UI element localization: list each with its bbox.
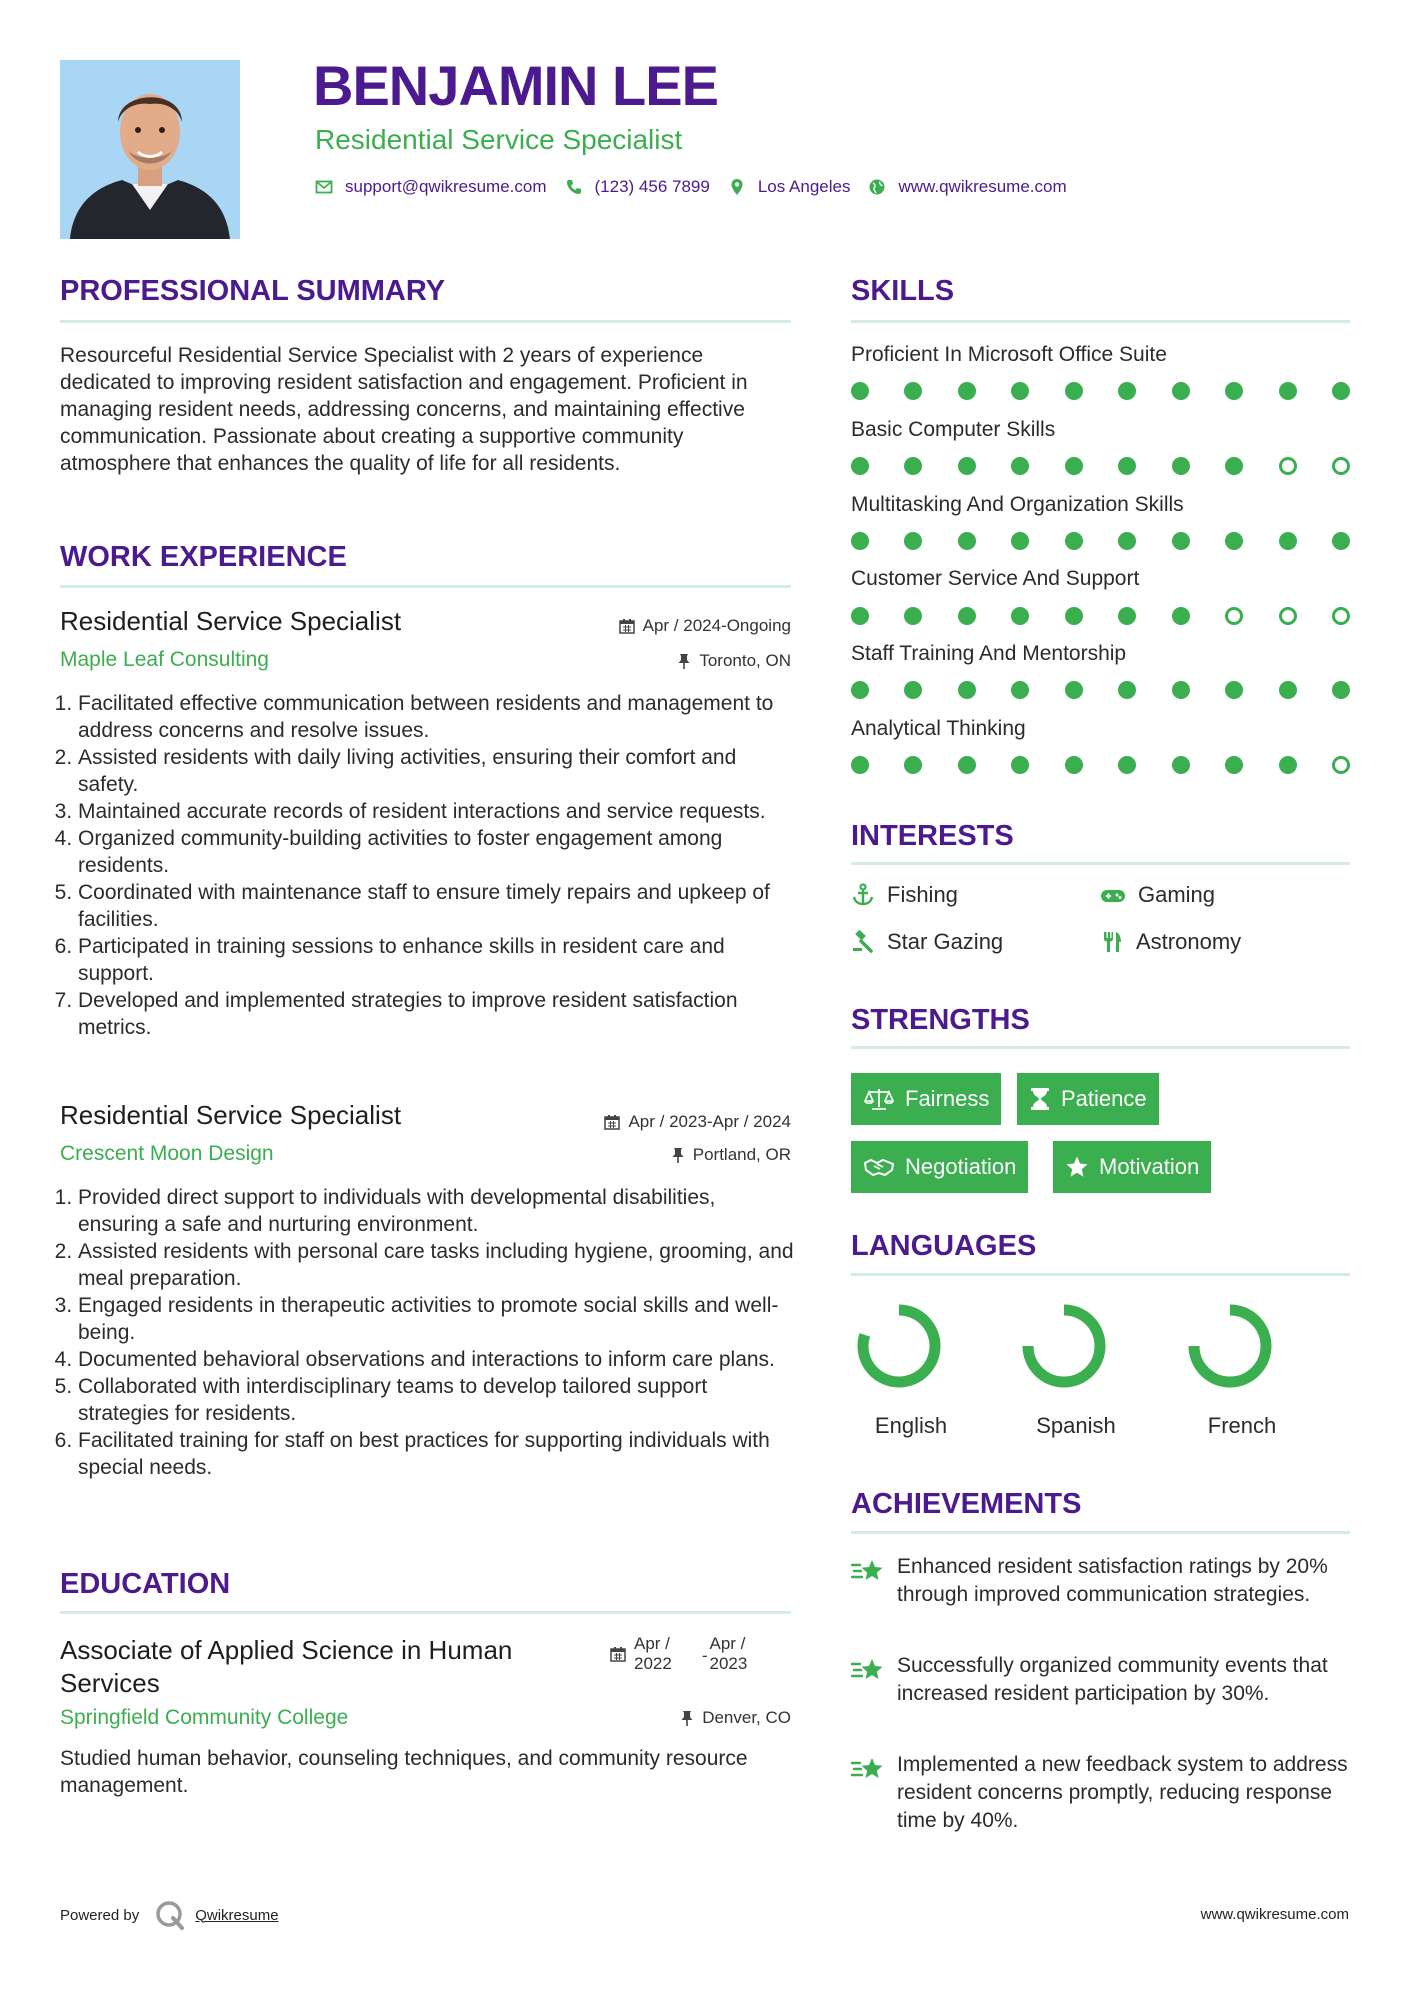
achievement-item <box>851 1652 1351 1708</box>
calendar-icon <box>619 618 635 634</box>
language-progress-ring <box>1021 1303 1131 1403</box>
job-date-text: Apr / 2023-Apr / 2024 <box>628 1112 791 1131</box>
interest-item <box>851 882 958 908</box>
brand-link[interactable]: Qwikresume <box>195 1906 279 1924</box>
strength-badge <box>1053 1141 1211 1193</box>
skill-dot-filled <box>1118 681 1136 699</box>
shooting-star-icon <box>851 1557 885 1585</box>
degree-line-1: Associate of Applied Science in Human <box>60 1635 513 1665</box>
achievement-text: Implemented a new feedback system to address resident concerns promptly, reducing response time by 40%. <box>897 1753 1348 1832</box>
skill-dot-filled <box>958 607 976 625</box>
skill-dot-filled <box>851 532 869 550</box>
skill-dot-empty <box>1225 607 1243 625</box>
skill-dot-filled <box>851 382 869 400</box>
utensils-icon <box>1100 930 1124 954</box>
language-label: Spanish <box>1036 1413 1116 1438</box>
powered-by-label: Powered by <box>60 1906 140 1924</box>
skill-dot-empty <box>1332 457 1350 475</box>
achievement-item <box>851 1751 1351 1835</box>
summary-text: Resourceful Residential Service Specialist with 2 years of experience dedicated to improving resident satisfaction and engagement. Proficient in managing resident needs, addressing concerns, and maintaining effective communication. Passionate about creating a supportive community atmosphere that enhances the quality of life for all residents. <box>60 344 748 475</box>
interests-divider <box>851 862 1350 865</box>
job-date <box>604 1112 791 1132</box>
skill-dot-filled <box>1011 457 1029 475</box>
skill-dot-filled <box>904 532 922 550</box>
skill-dot-filled <box>1065 382 1083 400</box>
skill-name: Staff Training And Mentorship <box>851 642 1127 665</box>
skill-name: Analytical Thinking <box>851 717 1026 740</box>
contact-location: Los Angeles <box>757 177 851 196</box>
language-item <box>1021 1303 1131 1438</box>
job-location <box>671 1145 791 1165</box>
skill-dot-filled <box>1011 532 1029 550</box>
skill-dot-filled <box>1172 532 1190 550</box>
skill-rating <box>851 756 1350 776</box>
skill-dot-filled <box>904 457 922 475</box>
gavel-icon <box>851 930 875 954</box>
skill-rating <box>851 607 1350 627</box>
calendar-icon <box>604 1114 620 1130</box>
skill-dot-filled <box>1118 457 1136 475</box>
degree-line-2: Services <box>60 1668 160 1698</box>
shooting-star-icon <box>851 1656 885 1684</box>
skill-dot-filled <box>904 681 922 699</box>
skill-rating <box>851 681 1350 701</box>
skill-dot-filled <box>958 756 976 774</box>
skill-name: Customer Service And Support <box>851 567 1140 590</box>
interest-item <box>1100 882 1215 908</box>
job-bullets <box>60 1184 800 1481</box>
envelope-icon <box>315 178 333 196</box>
star-icon <box>1065 1155 1089 1179</box>
skill-dot-filled <box>1065 681 1083 699</box>
list-item: 4. Organized community-building activities to foster engagement among residents. <box>78 825 800 879</box>
skill-dot-filled <box>958 532 976 550</box>
list-item: 6. Participated in training sessions to enhance skills in resident care and support. <box>78 933 800 987</box>
education-location <box>680 1708 791 1728</box>
anchor-icon <box>851 883 875 907</box>
languages-heading: LANGUAGES <box>851 1230 1037 1262</box>
skill-dot-filled <box>1225 756 1243 774</box>
skills-heading: SKILLS <box>851 275 955 307</box>
globe-icon <box>868 178 886 196</box>
footer-powered-by <box>60 1898 279 1932</box>
education-date <box>610 1634 747 1674</box>
language-progress-ring <box>1187 1303 1297 1403</box>
contact-bar <box>315 177 1085 197</box>
skill-dot-filled <box>958 382 976 400</box>
handshake-icon <box>863 1155 895 1179</box>
strengths-heading: STRENGTHS <box>851 1004 1030 1036</box>
language-progress-ring <box>856 1303 966 1403</box>
skill-dot-filled <box>1279 681 1297 699</box>
skill-dot-filled <box>851 457 869 475</box>
list-item: 2. Assisted residents with daily living activities, ensuring their comfort and safety. <box>78 744 800 798</box>
skill-dot-filled <box>1332 382 1350 400</box>
skill-dot-filled <box>1118 607 1136 625</box>
summary-heading: PROFESSIONAL SUMMARY <box>60 275 446 307</box>
skill-name: Basic Computer Skills <box>851 418 1056 441</box>
strength-badge <box>1017 1073 1159 1125</box>
interest-label: Star Gazing <box>887 929 1004 954</box>
interests-heading: INTERESTS <box>851 820 1014 852</box>
skill-dot-filled <box>1225 457 1243 475</box>
skill-dot-empty <box>1279 607 1297 625</box>
skill-dot-filled <box>851 681 869 699</box>
languages-divider <box>851 1273 1350 1276</box>
list-item: 2. Assisted residents with personal care tasks including hygiene, grooming, and meal preparation. <box>78 1238 800 1292</box>
contact-website[interactable]: www.qwikresume.com <box>898 177 1067 196</box>
experience-divider <box>60 585 791 588</box>
skill-dot-filled <box>851 607 869 625</box>
qwikresume-logo-icon <box>153 1898 187 1932</box>
education-description: Studied human behavior, counseling techniques, and community resource management. <box>60 1747 748 1797</box>
achievements-divider <box>851 1531 1350 1534</box>
gamepad-icon <box>1100 883 1126 907</box>
phone-icon <box>565 178 583 196</box>
achievements-heading: ACHIEVEMENTS <box>851 1488 1082 1520</box>
education-location-text: Denver, CO <box>702 1708 791 1727</box>
education-heading: EDUCATION <box>60 1568 231 1600</box>
language-label: English <box>874 1413 948 1438</box>
job-company: Crescent Moon Design <box>60 1142 274 1165</box>
shooting-star-icon <box>851 1755 885 1783</box>
skill-dot-filled <box>1225 681 1243 699</box>
strength-label: Fairness <box>905 1086 990 1111</box>
education-date-start-line2: 2022 <box>634 1654 672 1673</box>
skill-dot-filled <box>1065 756 1083 774</box>
skill-dot-filled <box>904 756 922 774</box>
skill-dot-filled <box>1011 382 1029 400</box>
candidate-name: BENJAMIN LEE <box>313 54 718 117</box>
list-item: 3. Maintained accurate records of resident interactions and service requests. <box>78 798 800 825</box>
skill-dot-empty <box>1279 457 1297 475</box>
strength-badge <box>851 1073 1001 1125</box>
skill-rating <box>851 382 1350 402</box>
skill-dot-filled <box>1279 756 1297 774</box>
skill-dot-filled <box>958 457 976 475</box>
skill-rating <box>851 532 1350 552</box>
candidate-role: Residential Service Specialist <box>315 124 683 155</box>
skill-dot-filled <box>1172 382 1190 400</box>
skill-dot-filled <box>1225 532 1243 550</box>
job-title: Residential Service Specialist <box>60 606 402 636</box>
education-date-start <box>634 1634 672 1674</box>
education-date-separator: - <box>701 1646 708 1665</box>
contact-email[interactable]: support@qwikresume.com <box>345 177 547 196</box>
strength-label: Patience <box>1061 1086 1147 1111</box>
skill-dot-filled <box>1332 681 1350 699</box>
strength-badge <box>851 1141 1028 1193</box>
summary-divider <box>60 320 791 323</box>
education-date-end-line1: Apr / <box>709 1634 746 1653</box>
skill-dot-filled <box>1011 756 1029 774</box>
language-item <box>856 1303 966 1438</box>
education-date-end <box>710 1634 748 1674</box>
pushpin-icon <box>671 1147 685 1163</box>
skill-dot-empty <box>1332 607 1350 625</box>
hourglass-icon <box>1029 1087 1051 1111</box>
skill-dot-filled <box>1065 607 1083 625</box>
skill-dot-filled <box>1172 607 1190 625</box>
job-location-text: Portland, OR <box>692 1145 791 1164</box>
skill-dot-filled <box>1172 681 1190 699</box>
strength-label: Negotiation <box>905 1154 1017 1179</box>
skill-dot-filled <box>1118 382 1136 400</box>
skill-dot-filled <box>1172 756 1190 774</box>
skill-dot-filled <box>958 681 976 699</box>
skill-dot-filled <box>1225 382 1243 400</box>
skill-dot-filled <box>904 607 922 625</box>
map-marker-icon <box>728 178 746 196</box>
interest-item <box>851 929 1003 955</box>
skill-dot-filled <box>1279 382 1297 400</box>
skill-dot-filled <box>1011 681 1029 699</box>
list-item: 7. Developed and implemented strategies to improve resident satisfaction metrics. <box>78 987 800 1041</box>
calendar-icon <box>610 1646 626 1662</box>
skills-divider <box>851 320 1350 323</box>
list-item: 1. Facilitated effective communication between residents and management to address concerns and resolve issues. <box>78 690 800 744</box>
list-item: 4. Documented behavioral observations and interactions to inform care plans. <box>78 1346 800 1373</box>
list-item: 5. Coordinated with maintenance staff to ensure timely repairs and upkeep of facilities. <box>78 879 800 933</box>
skill-dot-filled <box>1118 756 1136 774</box>
interest-label: Fishing <box>887 882 958 907</box>
list-item: 5. Collaborated with interdisciplinary teams to develop tailored support strategies for residents. <box>78 1373 800 1427</box>
interest-label: Gaming <box>1138 882 1216 907</box>
job-date-text: Apr / 2024-Ongoing <box>642 616 791 635</box>
experience-heading: WORK EXPERIENCE <box>60 541 347 573</box>
pushpin-icon <box>677 653 691 669</box>
interest-label: Astronomy <box>1136 929 1242 954</box>
skill-dot-filled <box>1065 532 1083 550</box>
skill-rating <box>851 457 1350 477</box>
degree-title <box>60 1634 512 1700</box>
skill-name: Proficient In Microsoft Office Suite <box>851 343 1167 366</box>
job-title: Residential Service Specialist <box>60 1100 402 1130</box>
job-bullets <box>60 690 800 1041</box>
list-item: 1. Provided direct support to individuals with developmental disabilities, ensuring a safe and nurturing environment. <box>78 1184 800 1238</box>
education-divider <box>60 1611 791 1614</box>
job-location <box>677 651 791 671</box>
footer-website[interactable]: www.qwikresume.com <box>1200 1906 1349 1923</box>
education-date-end-line2: 2023 <box>709 1654 748 1673</box>
list-item: 6. Facilitated training for staff on best practices for supporting individuals with special needs. <box>78 1427 800 1481</box>
profile-photo <box>60 60 240 239</box>
skill-name: Multitasking And Organization Skills <box>851 493 1184 516</box>
pushpin-icon <box>680 1710 694 1726</box>
achievement-text: Enhanced resident satisfaction ratings by 20% through improved communication strategies. <box>897 1555 1328 1606</box>
skill-dot-filled <box>851 756 869 774</box>
contact-phone[interactable]: (123) 456 7899 <box>594 177 710 196</box>
job-date <box>619 616 791 636</box>
skill-dot-filled <box>1065 457 1083 475</box>
skill-dot-filled <box>1279 532 1297 550</box>
job-company: Maple Leaf Consulting <box>60 648 269 671</box>
skill-dot-filled <box>1332 532 1350 550</box>
skill-dot-filled <box>1118 532 1136 550</box>
language-item <box>1187 1303 1297 1438</box>
strength-label: Motivation <box>1099 1154 1200 1179</box>
education-date-start-line1: Apr / <box>634 1634 670 1653</box>
job-location-text: Toronto, ON <box>699 651 791 670</box>
strengths-divider <box>851 1046 1350 1049</box>
achievement-text: Successfully organized community events that increased resident participation by 30%. <box>897 1654 1328 1705</box>
interest-item <box>1100 929 1241 955</box>
skill-dot-empty <box>1332 756 1350 774</box>
skill-dot-filled <box>904 382 922 400</box>
balance-scale-icon <box>863 1087 895 1111</box>
achievement-item <box>851 1553 1351 1609</box>
list-item: 3. Engaged residents in therapeutic activities to promote social skills and well-being. <box>78 1292 800 1346</box>
language-label: French <box>1207 1413 1277 1438</box>
skill-dot-filled <box>1172 457 1190 475</box>
skill-dot-filled <box>1011 607 1029 625</box>
education-school: Springfield Community College <box>60 1706 349 1729</box>
